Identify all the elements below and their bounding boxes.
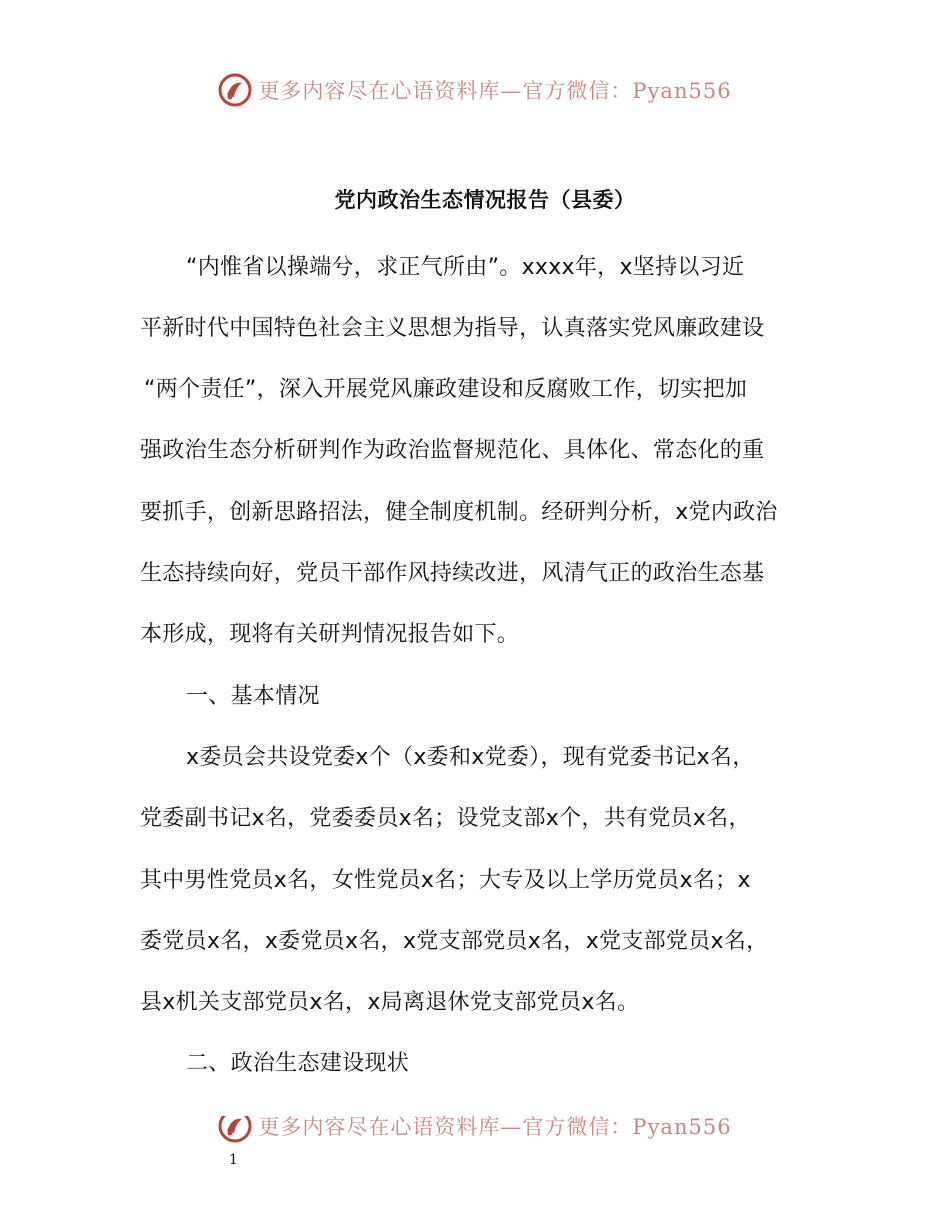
top-banner [0, 70, 950, 110]
banner-text: 更多内容尽在心语资料库—官方微信：Pyan556 [258, 79, 732, 103]
logo-icon [218, 73, 252, 107]
paragraph-line: 生态持续向好，党员干部作风持续改进，风清气正的政治生态基 [140, 561, 765, 586]
section-heading: 二、政治生态建设现状 [186, 1051, 410, 1076]
paragraph-line: 委党员x名，x委党员x名，x党支部党员x名，x党支部党员x名， [140, 929, 769, 954]
document-title: 党内政治生态情况报告（县委） [334, 188, 636, 212]
paragraph-line: “内惟省以操端兮，求正气所由”。xxxx年，x坚持以习近 [186, 255, 745, 280]
paragraph-line: 党委副书记x名，党委委员x名；设党支部x个，共有党员x名， [140, 806, 751, 831]
paragraph-line: 强政治生态分析研判作为政治监督规范化、具体化、常态化的重 [140, 438, 765, 463]
paragraph-line: 平新时代中国特色社会主义思想为指导，认真落实党风廉政建设 [140, 316, 765, 341]
banner-text: 更多内容尽在心语资料库—官方微信：Pyan556 [258, 1116, 732, 1139]
page-number: 1 [229, 1152, 238, 1168]
paragraph-line: 县x机关支部党员x名，x局离退休党支部党员x名。 [140, 990, 640, 1015]
paragraph-line: 本形成，现将有关研判情况报告如下。 [140, 622, 520, 647]
paragraph-line: 其中男性党员x名，女性党员x名；大专及以上学历党员x名；x [140, 868, 751, 893]
paragraph-line: “两个责任”，深入开展党风廉政建设和反腐败工作，切实把加 [144, 377, 748, 402]
paragraph-line: x委员会共设党委x个（x委和x党委），现有党委书记x名， [186, 745, 755, 770]
bottom-banner [0, 1116, 950, 1152]
logo-icon [218, 1116, 252, 1143]
section-heading: 一、基本情况 [186, 684, 320, 709]
paragraph-line: 要抓手，创新思路招法，健全制度机制。经研判分析，x党内政治 [140, 500, 778, 525]
